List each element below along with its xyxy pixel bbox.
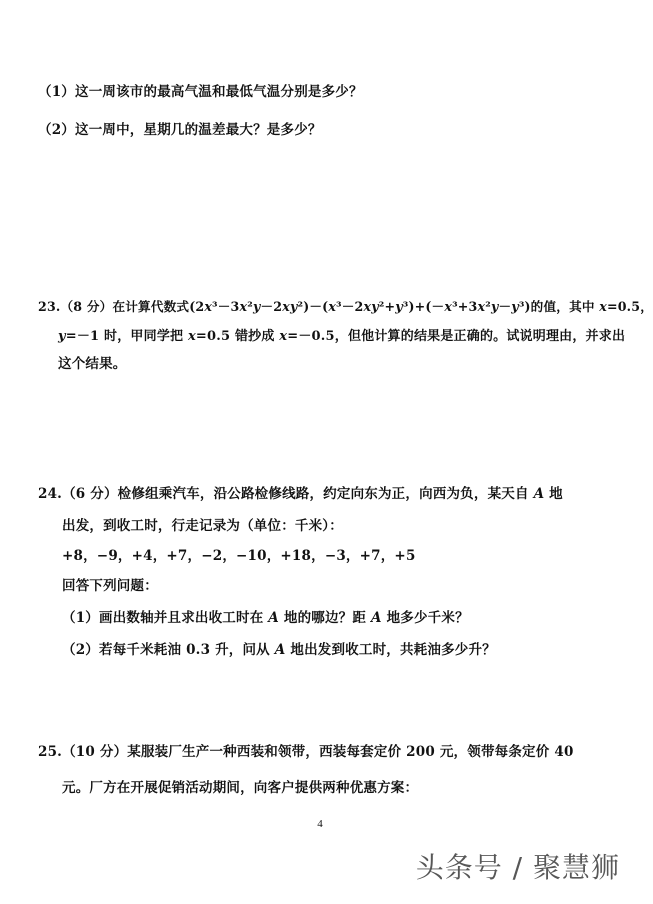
question-23-line1: 23.（8 分）在计算代数式(2x³－3x²y－2xy²)－(x³－2xy²+y³)+(－x³+3x²y－y³)的值，其中 x=0.5，	[38, 299, 653, 314]
watermark: 头条号 / 聚慧狮	[415, 851, 620, 884]
question-24-line2: 出发，到收工时，行走记录为（单位：千米）：	[62, 518, 343, 534]
question-25-line1: 25.（10 分）某服装厂生产一种西装和领带，西装每套定价 200 元，领带每条定价 40	[38, 744, 574, 760]
question-23-line3: 这个结果。	[58, 356, 127, 372]
question-22-sub2: （2）这一周中，星期几的温差最大？是多少？	[38, 122, 322, 138]
question-23-line2: y=－1 时，甲同学把 x=0.5 错抄成 x=－0.5，但他计算的结果是正确的。试说明理由，并求出	[58, 329, 626, 344]
page-number: 4	[317, 818, 323, 830]
question-24-line1: 24.（6 分）检修组乘汽车，沿公路检修线路，约定向东为正，向西为负，某天自 A 地	[38, 486, 563, 502]
question-24-records: +8，−9，+4，+7，−2，−10，+18，−3，+7，+5	[62, 548, 416, 564]
question-24-line4: 回答下列问题：	[62, 578, 158, 594]
question-24-sub2: （2）若每千米耗油 0.3 升，问从 A 地出发到收工时，共耗油多少升？	[62, 642, 496, 658]
question-25-line2: 元。厂方在开展促销活动期间，向客户提供两种优惠方案：	[62, 780, 419, 796]
question-22-sub1: （1）这一周该市的最高气温和最低气温分别是多少？	[38, 84, 363, 100]
question-24-sub1: （1）画出数轴并且求出收工时在 A 地的哪边？距 A 地多少千米？	[62, 610, 469, 626]
